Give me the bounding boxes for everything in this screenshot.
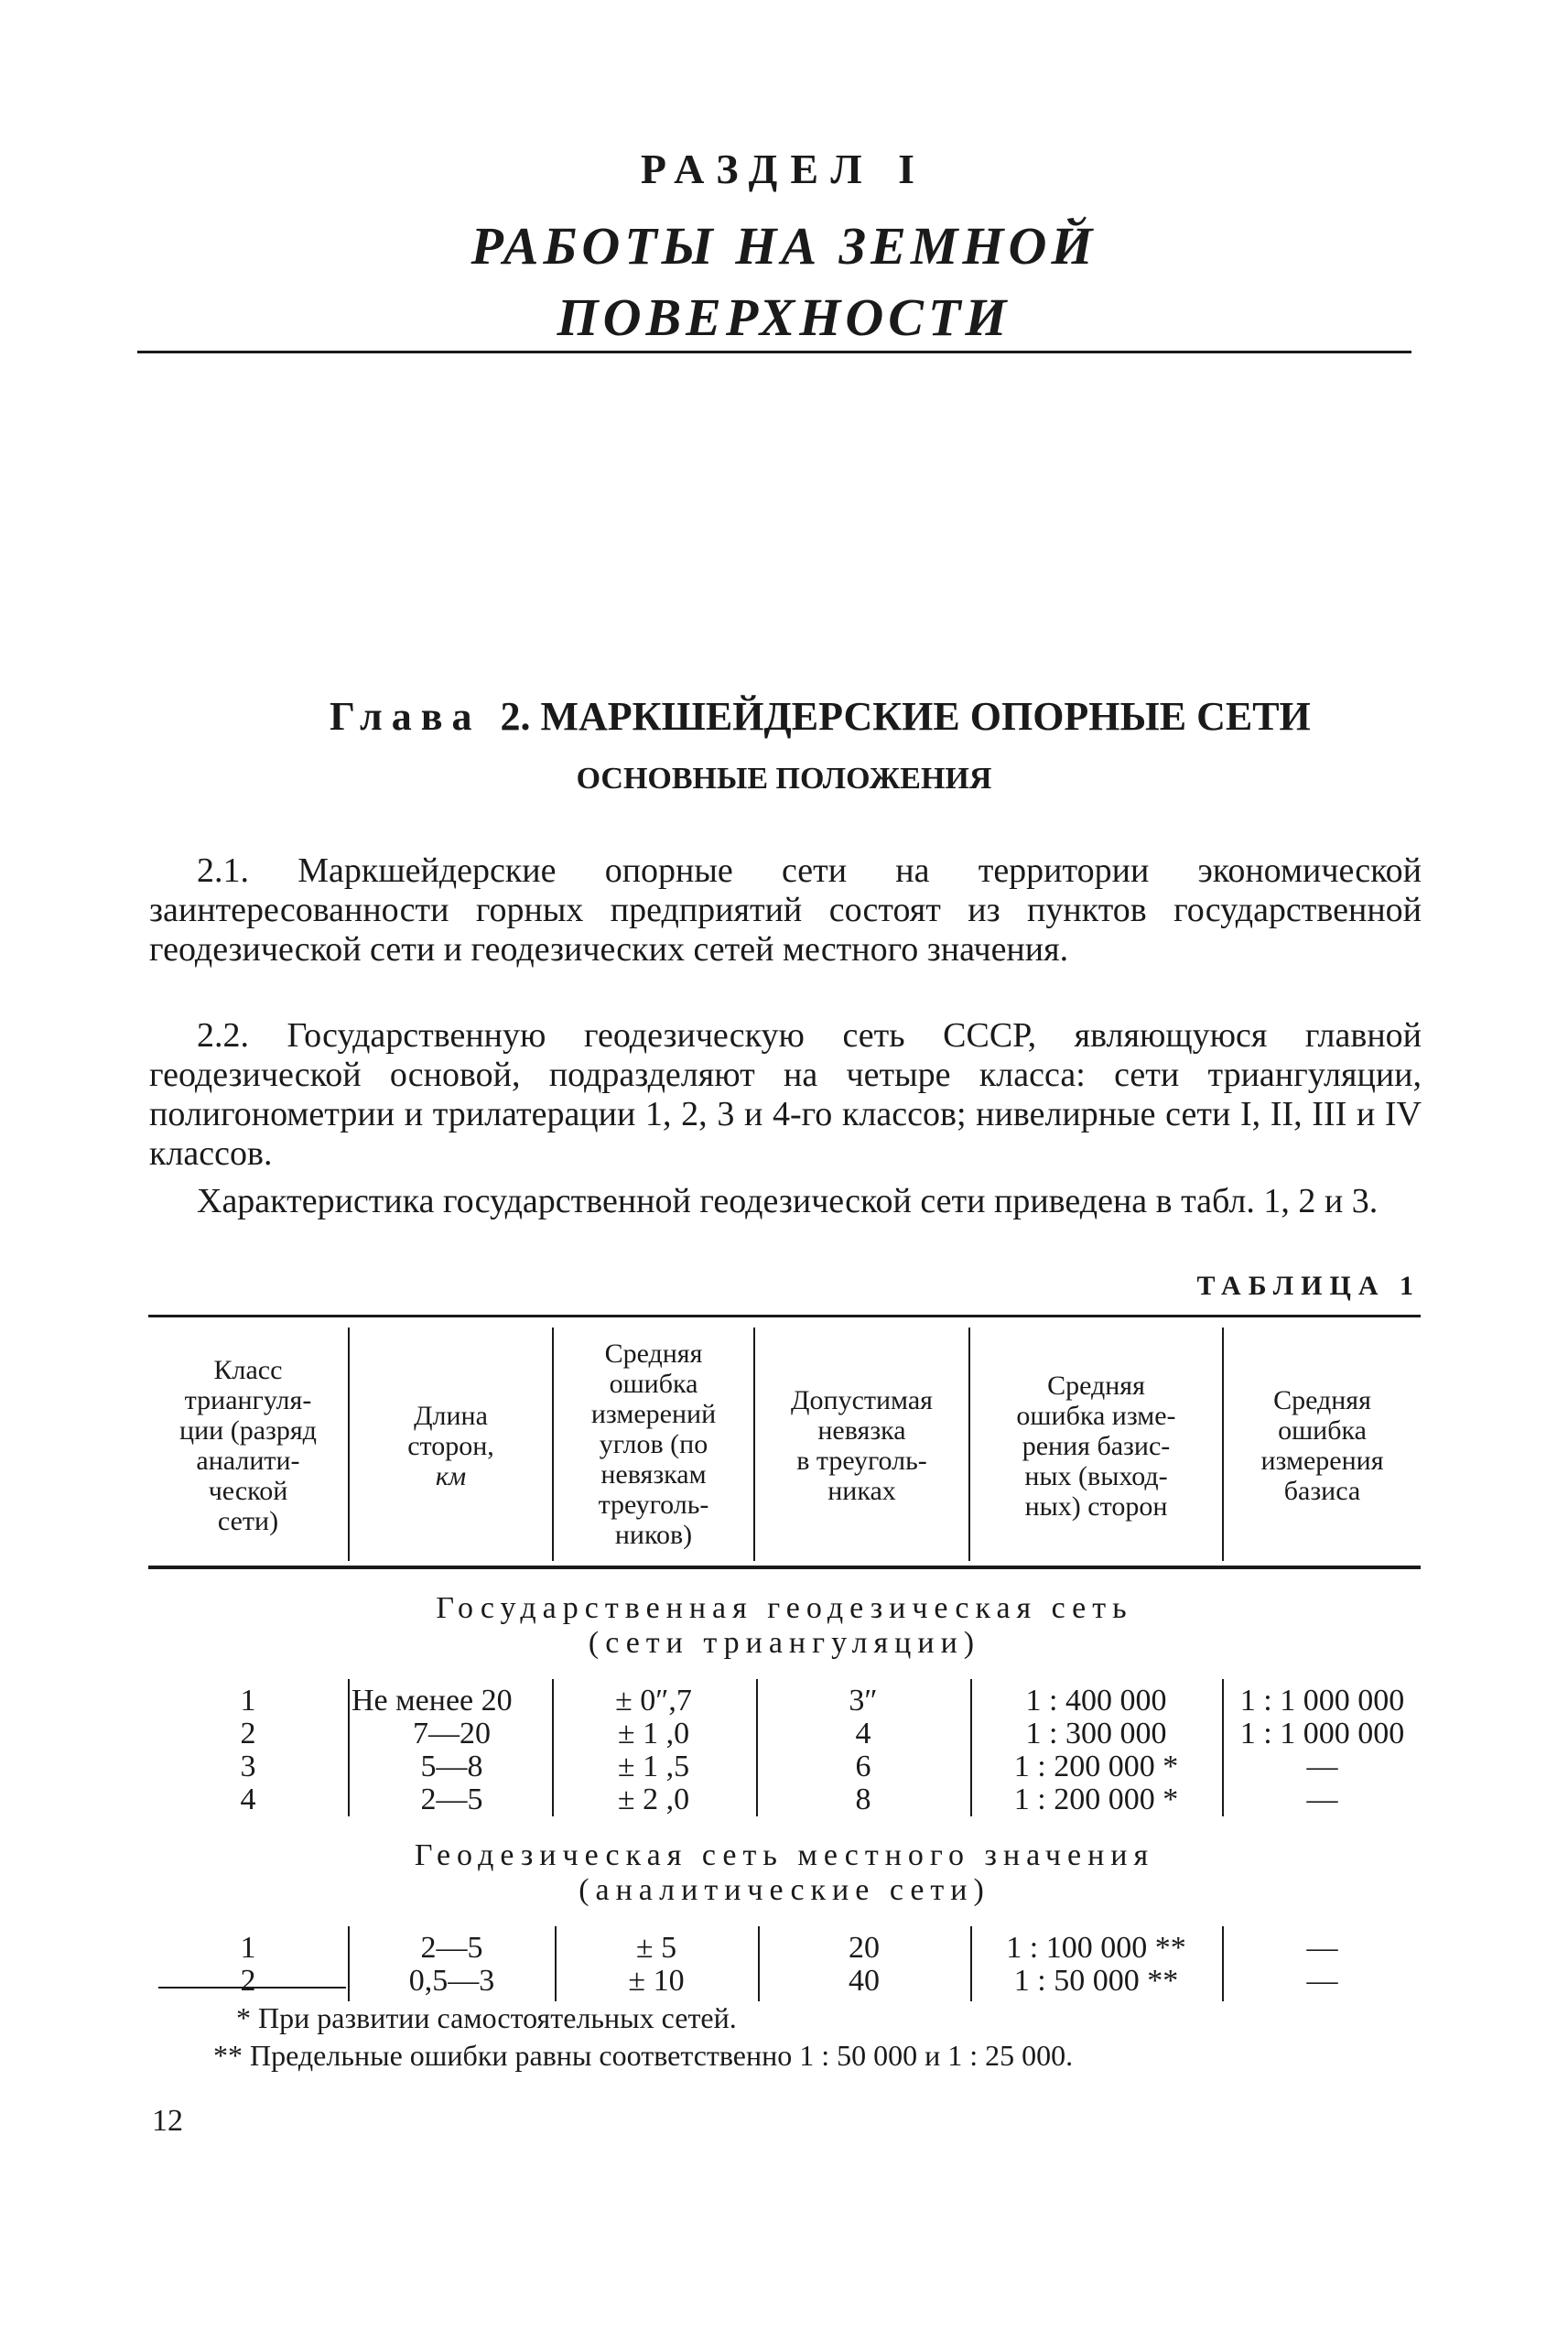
cell-class: 2 [240, 1964, 256, 1998]
cell-class: 2 [240, 1717, 256, 1750]
page-number: 12 [152, 2104, 183, 2138]
section-title [0, 211, 1568, 353]
cell-base-error: — [1306, 1750, 1338, 1783]
table-header-rule [148, 1566, 1421, 1569]
header-line: Длина [414, 1400, 488, 1431]
header-line: сети) [217, 1506, 279, 1536]
table-group-caption-local-network [148, 1838, 1421, 1908]
header-line: измерений [590, 1398, 717, 1429]
header-line: Средняя [1047, 1370, 1145, 1401]
header-line: Допустимая [791, 1385, 933, 1415]
section-title-line-1: РАБОТЫ НА ЗЕМНОЙ [470, 216, 1098, 276]
section-title-line-2: ПОВЕРХНОСТИ [557, 287, 1011, 347]
header-line: никах [827, 1476, 896, 1506]
paragraph-2-2: 2.2. Государственную геодезическую сеть СССР, являющуюся главной геодезической основой, подразделяют на четыре класса: сети триангуляции, полигонометрии и трилатерации 1, 2, 3 и 4-го классов; нивелирные сети I, II, III и IV классов. [149, 1016, 1422, 1173]
column-header-class [148, 1326, 348, 1566]
cell-base-error: — [1306, 1931, 1338, 1965]
header-line: невязкам [600, 1458, 707, 1490]
cell-side-length: 5—8 [420, 1750, 483, 1783]
cell-side-length: Не менее 20 [351, 1684, 513, 1718]
cell-base-error: — [1306, 1783, 1338, 1816]
cell-misclosure: 3″ [849, 1684, 878, 1718]
header-line: ческой [208, 1476, 288, 1506]
cell-angle-error: ± 2 ,0 [617, 1783, 690, 1816]
table-group-caption-state-network [148, 1591, 1421, 1661]
header-line: углов (по [599, 1428, 708, 1459]
group-caption-line: (аналитические сети) [579, 1873, 990, 1907]
header-line: ошибка [609, 1368, 698, 1399]
table-label: ТАБЛИЦА 1 [1196, 1271, 1421, 1301]
cell-misclosure: 6 [855, 1750, 871, 1783]
column-header-base-error [1224, 1326, 1421, 1566]
footnote-1: * При развитии самостоятельных сетей. [236, 2001, 737, 2034]
cell-side-length: 2—5 [420, 1783, 483, 1816]
header-line: Класс [213, 1355, 283, 1385]
paragraph-2-1: 2.1. Маркшейдерские опорные сети на территории экономической заинтересованности горных предприятий состоят из пунктов государственной геодезической сети и геодезических сетей местного значения. [149, 851, 1422, 969]
chapter-name: 2. МАРКШЕЙДЕРСКИЕ ОПОРНЫЕ СЕТИ [500, 694, 1311, 739]
header-line: триангуля- [184, 1385, 312, 1415]
cell-base-side-error: 1 : 200 000 * [1013, 1750, 1179, 1783]
cell-misclosure: 40 [849, 1964, 880, 1998]
header-line: ных) сторон [1024, 1490, 1168, 1522]
cell-base-side-error: 1 : 100 000 ** [1006, 1931, 1186, 1965]
header-line: в треуголь- [796, 1446, 927, 1476]
cell-base-error: — [1306, 1964, 1338, 1998]
header-line: км [435, 1460, 467, 1491]
cell-angle-error: ± 1 ,5 [617, 1750, 690, 1783]
cell-side-length: 0,5—3 [408, 1964, 495, 1998]
cell-class: 3 [240, 1750, 256, 1783]
table-top-rule [148, 1315, 1421, 1317]
header-line: Средняя [604, 1338, 703, 1369]
header-line: измерения [1260, 1446, 1384, 1476]
section-label: РАЗДЕЛ I [640, 146, 928, 192]
header-line: ции (разряд [179, 1415, 317, 1446]
cell-base-side-error: 1 : 200 000 * [1013, 1783, 1179, 1816]
column-header-angle-error [554, 1322, 753, 1566]
header-line: ников) [614, 1519, 693, 1550]
header-line: Средняя [1273, 1385, 1371, 1415]
column-header-allowed-misclosure [755, 1326, 968, 1566]
header-line: аналити- [196, 1446, 300, 1476]
cell-angle-error: ± 0″,7 [615, 1684, 692, 1718]
header-line: сторон, [407, 1430, 494, 1461]
footnote-divider [158, 1987, 346, 1989]
cell-misclosure: 4 [855, 1717, 871, 1750]
cell-angle-error: ± 1 ,0 [617, 1717, 690, 1750]
chapter-title [330, 693, 1428, 740]
cell-class: 4 [240, 1783, 256, 1816]
cell-base-side-error: 1 : 400 000 [1025, 1684, 1167, 1718]
cell-side-length: 2—5 [420, 1931, 483, 1965]
header-line: ных (выход- [1024, 1460, 1168, 1491]
header-line: рения базис- [1022, 1430, 1171, 1461]
group-caption-line: Государственная геодезическая сеть [436, 1591, 1133, 1625]
header-line: треуголь- [598, 1489, 709, 1520]
cell-side-length: 7—20 [413, 1717, 491, 1750]
header-line: ошибка изме- [1016, 1400, 1176, 1431]
cell-angle-error: ± 10 [628, 1964, 685, 1998]
header-line: невязка [817, 1415, 906, 1446]
header-line: ошибка [1278, 1415, 1367, 1446]
cell-angle-error: ± 5 [635, 1931, 677, 1965]
group-caption-line: (сети триангуляции) [588, 1626, 981, 1660]
cell-class: 1 [240, 1931, 256, 1965]
header-line: базиса [1283, 1476, 1361, 1506]
cell-class: 1 [240, 1684, 256, 1718]
cell-base-error: 1 : 1 000 000 [1239, 1684, 1405, 1718]
paragraph-table-reference: Характеристика государственной геодезической сети приведена в табл. 1, 2 и 3. [197, 1182, 1379, 1220]
group-caption-line: Геодезическая сеть местного значения [414, 1838, 1155, 1872]
cell-misclosure: 20 [849, 1931, 880, 1965]
cell-base-side-error: 1 : 300 000 [1025, 1717, 1167, 1750]
column-header-side-length [350, 1326, 552, 1566]
footnote-2: ** Предельные ошибки равны соответственно 1 : 50 000 и 1 : 25 000. [213, 2039, 1074, 2072]
cell-misclosure: 8 [855, 1783, 871, 1816]
chapter-subtitle: ОСНОВНЫЕ ПОЛОЖЕНИЯ [576, 762, 992, 796]
cell-base-error: 1 : 1 000 000 [1239, 1717, 1405, 1750]
cell-base-side-error: 1 : 50 000 ** [1013, 1964, 1179, 1998]
section-divider [137, 351, 1411, 353]
column-header-base-side-error [970, 1326, 1222, 1566]
chapter-prefix: Глава [330, 694, 481, 739]
